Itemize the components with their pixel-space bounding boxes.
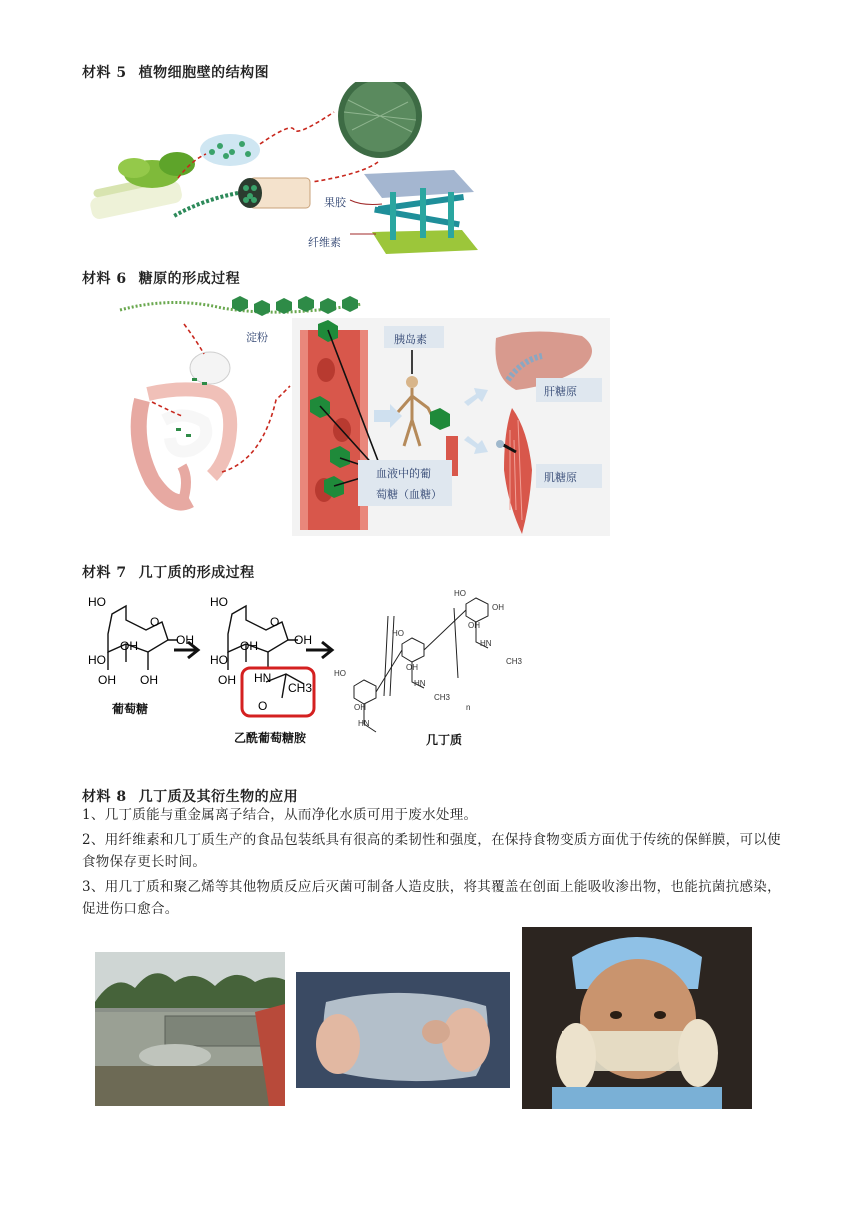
chitin-ho2-label: HO (392, 629, 404, 638)
material6-heading (82, 268, 240, 288)
glucose-oh1-label: OH (176, 633, 194, 647)
chitin-oh1-label: OH (354, 703, 366, 712)
cell-wall-diagram (82, 82, 482, 260)
acetyl-ch3-label: CH3 (288, 681, 313, 695)
chitin-structures (82, 586, 532, 750)
acetyl-hn-label: HN (254, 671, 272, 685)
material5-number: 材料 5 (82, 65, 127, 81)
glucose-oh2-label: OH (120, 639, 138, 653)
fiber-cluster-image (200, 134, 260, 166)
acetyl-ho-label: HO (210, 595, 228, 609)
glycogen-diagram (112, 290, 612, 540)
blood-glucose-label-line2: 萄糖（血糖） (376, 488, 442, 501)
application-item-2: 2、用纤维素和几丁质生产的食品包装纸具有很高的柔韧性和强度，在保持食物变质方面优于传统的保鲜膜，可以使食物保存更长时间。 (82, 832, 781, 870)
chitin-oh4-label: OH (468, 621, 480, 630)
acetyl-ho2-label: HO (210, 653, 228, 667)
cell-wall-illustration (82, 82, 482, 260)
wastewater-treatment-photo (95, 952, 285, 1106)
material8-heading (82, 786, 298, 806)
chitin-n-label: n (466, 703, 471, 712)
cell-wall-sphere-image (338, 82, 422, 158)
microfibril-cylinder-image (174, 178, 310, 216)
glucose-oh3-label: OH (98, 673, 116, 687)
pectin-label: 果胶 (324, 196, 346, 209)
applications-list (82, 804, 782, 920)
acetyl-ring-o-label: O (270, 615, 280, 629)
material8-number: 材料 8 (82, 789, 127, 805)
chitin-ho1-label: HO (334, 669, 346, 678)
food-packaging-photo (296, 972, 510, 1088)
acetyl-o-label: O (258, 699, 268, 713)
material7-number: 材料 7 (82, 565, 127, 581)
celery-image (89, 152, 195, 220)
chitin-formation-diagram (82, 586, 532, 750)
starch-chain-image (120, 296, 362, 316)
glucose-structure (108, 606, 178, 670)
material7-heading (82, 562, 255, 582)
chitin-hn3-label: HN (480, 639, 492, 648)
acetyl-oh2-label: OH (240, 639, 258, 653)
artificial-skin-photo (522, 927, 752, 1109)
application-item-3: 3、用几丁质和聚乙烯等其他物质反应后灭菌可制备人造皮肤，将其覆盖在创面上能吸收渗出物，也能抗菌抗感染，促进伤口愈合。 (82, 879, 781, 917)
chitin-label: 几丁质 (426, 733, 463, 747)
chitin-hn1-label: HN (358, 719, 370, 728)
glucose-oh4-label: OH (140, 673, 158, 687)
application-item-1: 1、几丁质能与重金属离子结合，从而净化水质可用于废水处理。 (82, 807, 478, 823)
material6-number: 材料 6 (82, 271, 127, 287)
pectin-cellulose-network-image (350, 170, 478, 254)
muscle-glycogen-label: 肌糖原 (544, 471, 577, 484)
chitin-oh2-label: OH (406, 663, 418, 672)
acetyl-oh1-label: OH (294, 633, 312, 647)
material7-title: 几丁质的形成过程 (138, 565, 255, 581)
starch-label: 淀粉 (246, 331, 268, 344)
material5-title: 植物细胞壁的结构图 (138, 65, 270, 81)
material8-title: 几丁质及其衍生物的应用 (138, 789, 299, 805)
chitin-ch3-label: CH3 (434, 693, 451, 702)
insulin-label: 胰岛素 (394, 333, 427, 346)
liver-glycogen-label: 肝糖原 (544, 385, 577, 398)
chitin-ch3-2-label: CH3 (506, 657, 523, 666)
acetyl-oh3-label: OH (218, 673, 236, 687)
material5-heading (82, 62, 269, 82)
acetylglucosamine-label: 乙酰葡萄糖胺 (234, 731, 307, 745)
glycogen-illustration (112, 290, 612, 540)
glucose-ho2-label: HO (88, 653, 106, 667)
material6-title: 糖原的形成过程 (138, 271, 241, 287)
chitin-ho3-label: HO (454, 589, 466, 598)
chitin-oh3-label: OH (492, 603, 504, 612)
glucose-ring-o-label: O (150, 615, 160, 629)
glucose-ho-label: HO (88, 595, 106, 609)
cellulose-label: 纤维素 (308, 236, 341, 249)
digestive-tract-image (139, 352, 231, 504)
chitin-hn2-label: HN (414, 679, 426, 688)
glucose-label: 葡萄糖 (112, 702, 149, 716)
blood-glucose-label-line1: 血液中的葡 (376, 467, 431, 480)
